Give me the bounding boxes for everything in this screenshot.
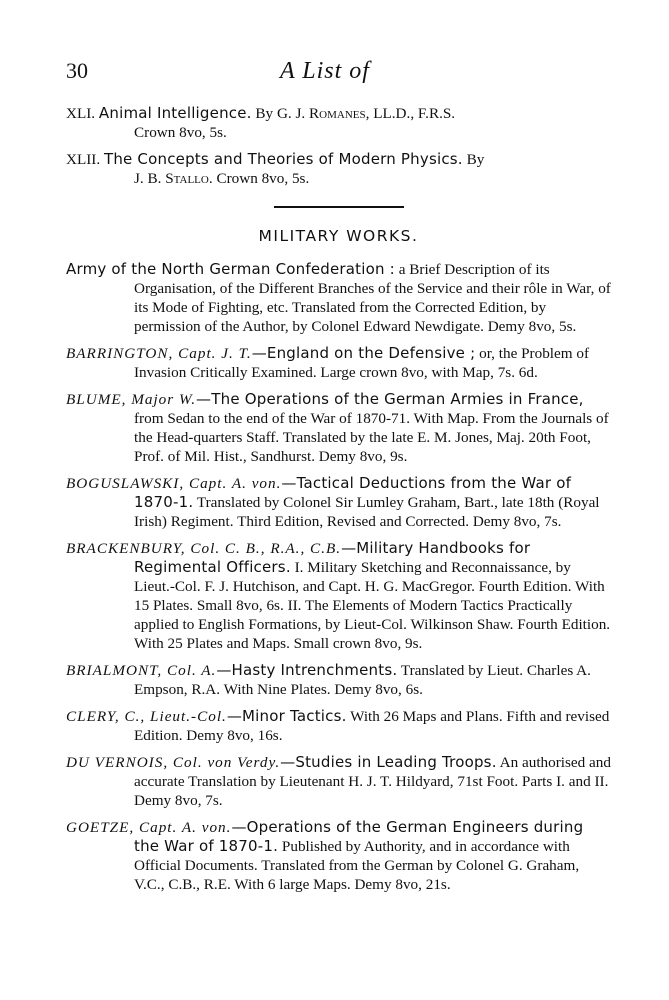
series-credentials: , LL.D., F.R.S.: [365, 105, 456, 122]
book-entry: [66, 474, 611, 531]
book-entry: [66, 390, 611, 466]
series-by: By: [466, 151, 485, 168]
series-number: XLI.: [66, 105, 96, 122]
series-by: By G. J.: [255, 105, 306, 122]
entry-description: from Sedan to the end of the War of 1870-71. With Map. From the Journals of the Head-quarters Staff. Translated by the late E. M. Jones, Maj. 20th Foot, Prof. of Mil. Hist., Sandhurst. Demy 8vo, 9s.: [134, 410, 609, 465]
series-author: Stallo: [165, 170, 209, 187]
page-header: [66, 58, 611, 88]
page-number: 30: [66, 58, 88, 83]
entry-author: BLUME, Major W.: [66, 391, 197, 408]
entry-author: BRIALMONT, Col. A.: [66, 662, 217, 679]
book-entry: [66, 661, 611, 699]
series-details-line: [66, 169, 611, 188]
entry-description: With 26 Maps and Plans. Fifth and revised Edition. Demy 8vo, 16s.: [134, 708, 610, 744]
entry-author: BARRINGTON, Capt. J. T.: [66, 345, 252, 362]
series-number: XLII.: [66, 151, 101, 168]
entry-author: BRACKENBURY, Col. C. B., R.A., C.B.: [66, 540, 342, 557]
book-entry: [66, 344, 611, 382]
entry-author: DU VERNOIS, Col. von Verdy.: [66, 754, 281, 771]
entry-title: —The Operations of the German Armies in France,: [196, 390, 584, 408]
book-entry: [66, 539, 611, 653]
entry-title: —England on the Defensive ;: [251, 344, 476, 362]
book-entry: [66, 818, 611, 894]
entry-description: or, the Problem of Invasion Critically Examined. Large crown 8vo, with Map, 7s. 6d.: [134, 345, 590, 381]
series-title: The Concepts and Theories of Modern Physics.: [103, 150, 463, 168]
book-entry: [66, 260, 611, 336]
running-title: A List of: [280, 58, 370, 84]
entry-author: GOETZE, Capt. A. von.: [66, 819, 232, 836]
page-body: [66, 104, 611, 902]
entry-list: [66, 260, 611, 894]
series-author-initials: J. B.: [134, 170, 162, 187]
book-entry: [66, 753, 611, 810]
entry-description: Translated by Lieut. Charles A. Empson, R.A. With Nine Plates. Demy 8vo, 6s.: [134, 662, 591, 698]
entry-title: —Studies in Leading Troops.: [280, 753, 497, 771]
section-title: MILITARY WORKS.: [258, 227, 419, 245]
section-divider: [274, 206, 404, 208]
entry-description: Translated by Colonel Sir Lumley Graham, Bart., late 18th (Royal Irish) Regiment. Third Edition, Revised and Corrected. Demy 8vo, 7s.: [134, 494, 600, 530]
entry-description: Published by Authority, and in accordance with Official Documents. Translated from the German by Colonel G. Graham, V.C., C.B., R.E. With 6 large Maps. Demy 8vo, 21s.: [134, 838, 580, 893]
series-entry: [66, 104, 611, 142]
series-details: . Crown 8vo, 5s.: [208, 170, 310, 187]
series-title: Animal Intelligence.: [98, 104, 252, 122]
entry-title: —Hasty Intrenchments.: [216, 661, 398, 679]
entry-title: Army of the North German Confederation :: [66, 260, 395, 278]
entry-description: I. Military Sketching and Reconnaissance, by Lieut.-Col. F. J. Hutchison, and Capt. H. G. MacGregor. Fourth Edition. With 15 Plates. Small 8vo, 6s. II. The Elements of Modern Tactics Practically applied to English Formations, by Lieut-Col. Wilkinson Shaw. Fourth Edition. With 25 Plates and Maps. Small crown 8vo, 9s.: [134, 559, 611, 652]
series-author: Romanes: [309, 105, 366, 122]
entry-author: BOGUSLAWSKI, Capt. A. von.: [66, 475, 282, 492]
entry-author: CLERY, C., Lieut.-Col.: [66, 708, 227, 725]
entry-title: —Military Handbooks for Regimental Officers.: [134, 539, 531, 576]
series-details: Crown 8vo, 5s.: [134, 124, 227, 141]
series-entry: [66, 150, 611, 188]
entry-title: —Tactical Deductions from the War of 1870-1.: [134, 474, 572, 511]
entry-description: An authorised and accurate Translation by Lieutenant H. J. T. Hildyard, 71st Foot. Parts I. and II. Demy 8vo, 7s.: [134, 754, 611, 809]
book-entry: [66, 707, 611, 745]
entry-title: —Minor Tactics.: [226, 707, 347, 725]
entry-description: a Brief Description of its Organisation, of the Different Branches of the Service and their rôle in War, of its Mode of Fighting, etc. Translated from the Corrected Edition, by permission of the Author, by Colonel Edward Newdigate. Demy 8vo, 5s.: [134, 261, 611, 335]
entry-title: —Operations of the German Engineers during the War of 1870-1.: [134, 818, 584, 855]
